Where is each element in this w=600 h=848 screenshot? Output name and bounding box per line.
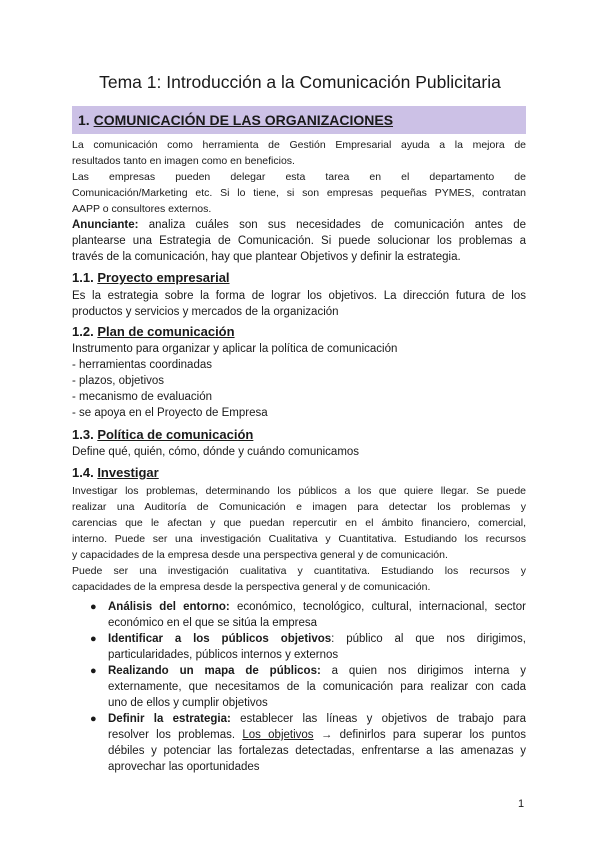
- text-line: La comunicación como herramienta de Gestión Empresarial ayuda a la mejora de: [72, 139, 526, 151]
- bullet-item: [90, 663, 526, 711]
- page-title: Tema 1: Introducción a la Comunicación Publicitaria: [99, 72, 501, 92]
- subsection-number: 1.1.: [72, 270, 94, 285]
- page-number: 1: [518, 798, 525, 810]
- text-line: capacidades de la empresa desde la perspectiva general y de comunicación.: [72, 581, 431, 593]
- subsection-title: Política de comunicación: [97, 427, 254, 442]
- bullet-text: a quien nos dirigimos interna y: [320, 665, 526, 677]
- text-line: interno. Puede ser una investigación Cualitativa y Cuantitativa. Estudiando los recursos: [72, 533, 526, 545]
- text-line: Comunicación/Marketing etc. Si lo tiene, si son empresas pequeñas PYMES, contratan: [72, 187, 526, 199]
- subsection-number: 1.2.: [72, 324, 94, 339]
- text-line: [108, 727, 526, 743]
- bullet-list: [90, 599, 526, 775]
- list-item: - mecanismo de evaluación: [72, 391, 212, 403]
- subsection-number: 1.4.: [72, 465, 94, 480]
- text-line: carencias que le afectan y que puedan repercutir en el ámbito financiero, comercial,: [72, 517, 526, 529]
- bullet-dot-icon: ●: [90, 713, 97, 725]
- subsection-heading: [72, 270, 526, 286]
- subsection-title: Investigar: [97, 465, 159, 480]
- intro-paragraph: [72, 137, 526, 217]
- bullet-term: Definir la estrategia:: [108, 713, 231, 725]
- text-line: [108, 663, 526, 679]
- subsection-title: Proyecto empresarial: [97, 270, 230, 285]
- anunciante-paragraph: [72, 217, 526, 265]
- text-line: resultados tanto en imagen como en beneficios.: [72, 155, 295, 167]
- text-line: y capacidades de la empresa desde una perspectiva general y de comunicación.: [72, 549, 448, 561]
- subsection-1-3: [72, 427, 526, 460]
- section-header: [72, 106, 526, 134]
- subsection-heading: [72, 465, 526, 481]
- subsection-heading: [72, 324, 526, 340]
- anunciante-text: analiza cuáles son sus necesidades de comunicación antes de: [138, 219, 526, 231]
- list-item: - se apoya en el Proyecto de Empresa: [72, 407, 268, 419]
- text-line: AAPP o consultores externos.: [72, 203, 212, 215]
- list-item: - herramientas coordinadas: [72, 359, 212, 371]
- bullet-text: resolver los problemas.: [108, 729, 243, 741]
- bullet-item: [90, 711, 526, 775]
- text-line: uno de ellos y cumplir objetivos: [108, 697, 268, 709]
- text-line: Investigar los problemas, determinando los públicos a los que quiere llegar. Se puede: [72, 485, 526, 497]
- section-number: 1.: [78, 112, 90, 128]
- bullet-term: Identificar a los públicos objetivos: [108, 633, 332, 645]
- text-line: aprovechar las oportunidades: [108, 761, 260, 773]
- bullet-dot-icon: ●: [90, 601, 97, 613]
- text-line: económico en el que se sitúa la empresa: [108, 617, 318, 629]
- text-line: particularidades, públicos internos y externos: [108, 649, 339, 661]
- subsection-1-1: [72, 270, 526, 320]
- subsection-1-2: [72, 324, 526, 421]
- bullet-term: Análisis del entorno:: [108, 601, 230, 613]
- section-label: COMUNICACIÓN DE LAS ORGANIZACIONES: [93, 112, 394, 128]
- subsection-heading: [72, 427, 526, 443]
- subsection-1-4: [72, 465, 526, 595]
- text-line: externamente, que necesitamos de la comunicación para realizar con cada: [108, 681, 526, 693]
- text-line: productos y servicios y mercados de la organización: [72, 306, 339, 318]
- bullet-dot-icon: ●: [90, 665, 97, 677]
- text-line: Es la estrategia sobre la forma de lograr los objetivos. La dirección futura de los: [72, 290, 526, 302]
- anunciante-term: Anunciante:: [72, 219, 139, 231]
- bullet-text: económico, tecnológico, cultural, internacional, sector: [229, 601, 526, 613]
- subsection-title: Plan de comunicación: [97, 324, 235, 339]
- bullet-text: → definirlos para superar los puntos: [313, 729, 527, 741]
- text-line: [108, 711, 526, 727]
- text-line: realizar una Auditoría de Comunicación e imagen para detectar los problemas y: [72, 501, 526, 513]
- text-line: [108, 599, 526, 615]
- subsection-number: 1.3.: [72, 427, 94, 442]
- text-line: través de la comunicación, hay que plantear Objetivos y definir la estrategia.: [72, 251, 461, 263]
- text-line: [72, 217, 526, 233]
- objetivos-link: Los objetivos: [242, 729, 314, 741]
- bullet-item: [90, 599, 526, 631]
- text-line: plantearse una Estrategia de Comunicación. Si puede solucionar los problemas a: [72, 235, 526, 247]
- text-line: débiles y potenciar las fortalezas detectadas, enfrentarse a las amenazas y: [108, 745, 526, 757]
- text-line: Las empresas pueden delegar esta tarea en el departamento de: [72, 171, 526, 183]
- text-line: [108, 631, 526, 647]
- bullet-term: Realizando un mapa de públicos:: [108, 665, 321, 677]
- bullet-text: : público al que nos dirigimos,: [331, 633, 526, 645]
- bullet-text: establecer las líneas y objetivos de trabajo para: [230, 713, 526, 725]
- section-heading: [72, 106, 526, 134]
- text-line: Puede ser una investigación cualitativa y cuantitativa. Estudiando los recursos y: [72, 565, 526, 577]
- text-line: Define qué, quién, cómo, dónde y cuándo comunicamos: [72, 446, 360, 458]
- text-line: Instrumento para organizar y aplicar la política de comunicación: [72, 343, 398, 355]
- bullet-dot-icon: ●: [90, 633, 97, 645]
- bullet-item: [90, 631, 526, 663]
- list-item: - plazos, objetivos: [72, 375, 165, 387]
